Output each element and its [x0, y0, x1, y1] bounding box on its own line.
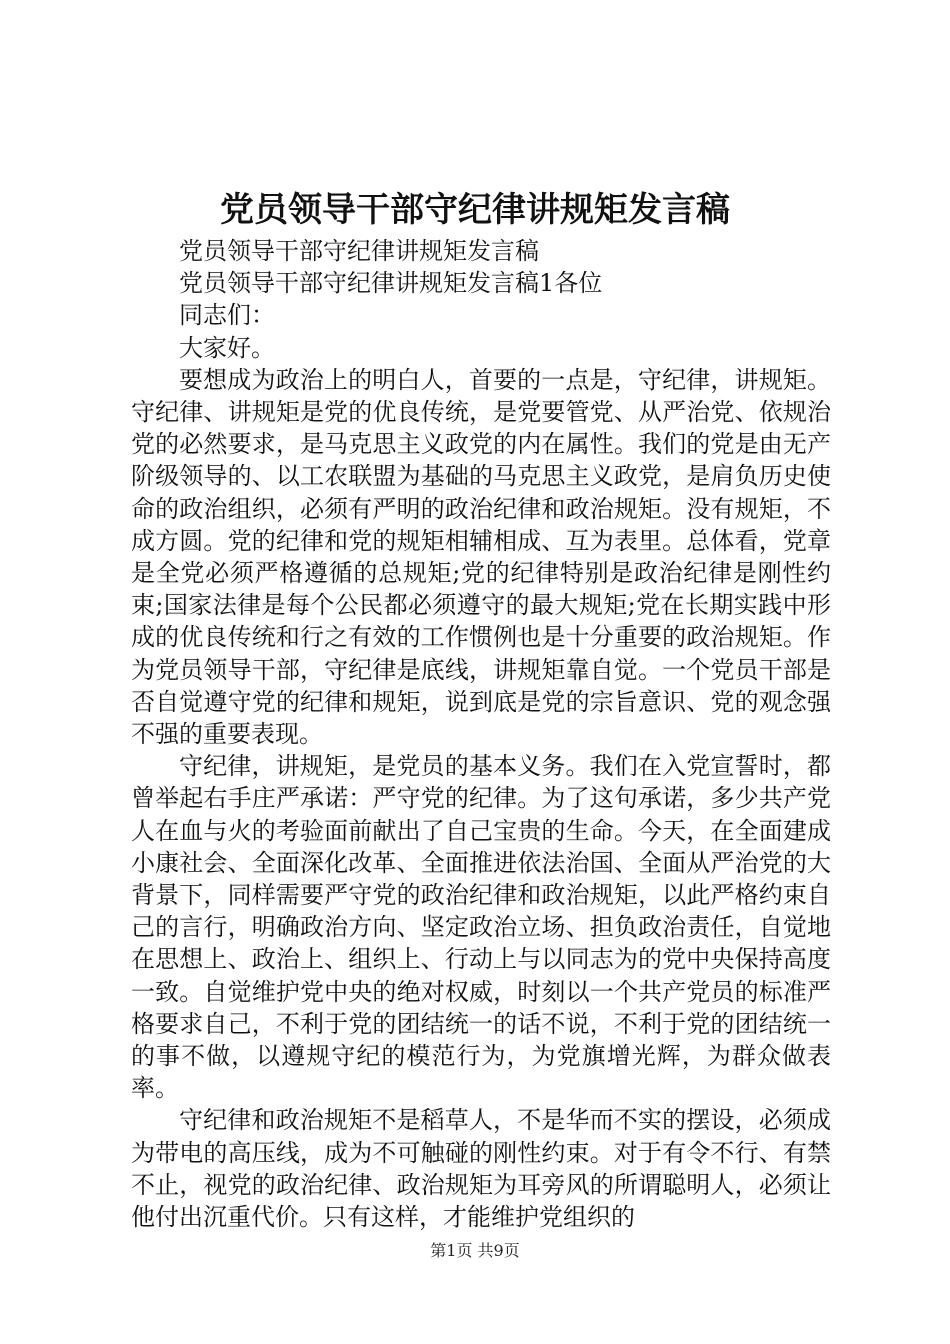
document-body [131, 235, 831, 1233]
page-number-footer: 第1页 共9页 [430, 1241, 520, 1260]
paragraph-7: 守纪律和政治规矩不是稻草人，不是华而不实的摆设，必须成为带电的高压线，成为不可触碰的刚性约束。对于有令不行、有禁不止，视党的政治纪律、政治规矩为耳旁风的所谓聪明人，必须让他付出沉重代价。只有这样，才能维护党组织的 [131, 1106, 831, 1232]
paragraph-1: 党员领导干部守纪律讲规矩发言稿 [179, 237, 539, 265]
paragraph-3: 同志们： [179, 301, 275, 330]
paragraph-2: 党员领导干部守纪律讲规矩发言稿1各位 [179, 269, 603, 298]
paragraph-5: 要想成为政治上的明白人，首要的一点是，守纪律，讲规矩。守纪律、讲规矩是党的优良传统，是党要管党、从严治党、依规治党的必然要求，是马克思主义政党的内在属性。我们的党是由无产阶级领导的、以工农联盟为基础的马克思主义政党，是肩负历史使命的政治组织，必须有严明的政治纪律和政治规矩。没有规矩，不成方圆。党的纪律和党的规矩相辅相成、互为表里。总体看，党章是全党必须严格遵循的总规矩;党的纪律特别是政治纪律是刚性约束;国家法律是每个公民都必须遵守的最大规矩;党在长期实践中形成的优良传统和行之有效的工作惯例也是十分重要的政治规矩。作为党员领导干部，守纪律是底线，讲规矩靠自觉。一个党员干部是否自觉遵守党的纪律和规矩，说到底是党的宗旨意识、党的观念强不强的重要表现。 [131, 365, 831, 749]
paragraph-4: 大家好。 [179, 333, 275, 362]
document-title: 党员领导干部守纪律讲规矩发言稿 [220, 190, 730, 230]
paragraph-6: 守纪律，讲规矩，是党员的基本义务。我们在入党宣誓时，都曾举起右手庄严承诺：严守党的纪律。为了这句承诺，多少共产党人在血与火的考验面前献出了自己宝贵的生命。今天，在全面建成小康社会、全面深化改革、全面推进依法治国、全面从严治党的大背景下，同样需要严守党的政治纪律和政治规矩，以此严格约束自己的言行，明确政治方向、坚定政治立场、担负政治责任，自觉地在思想上、政治上、组织上、行动上与以同志为的党中央保持高度一致。自觉维护党中央的绝对权威，时刻以一个共产党员的标准严格要求自己，不利于党的团结统一的话不说，不利于党的团结统一的事不做，以遵规守纪的模范行为，为党旗增光辉，为群众做表率。 [131, 752, 831, 1103]
